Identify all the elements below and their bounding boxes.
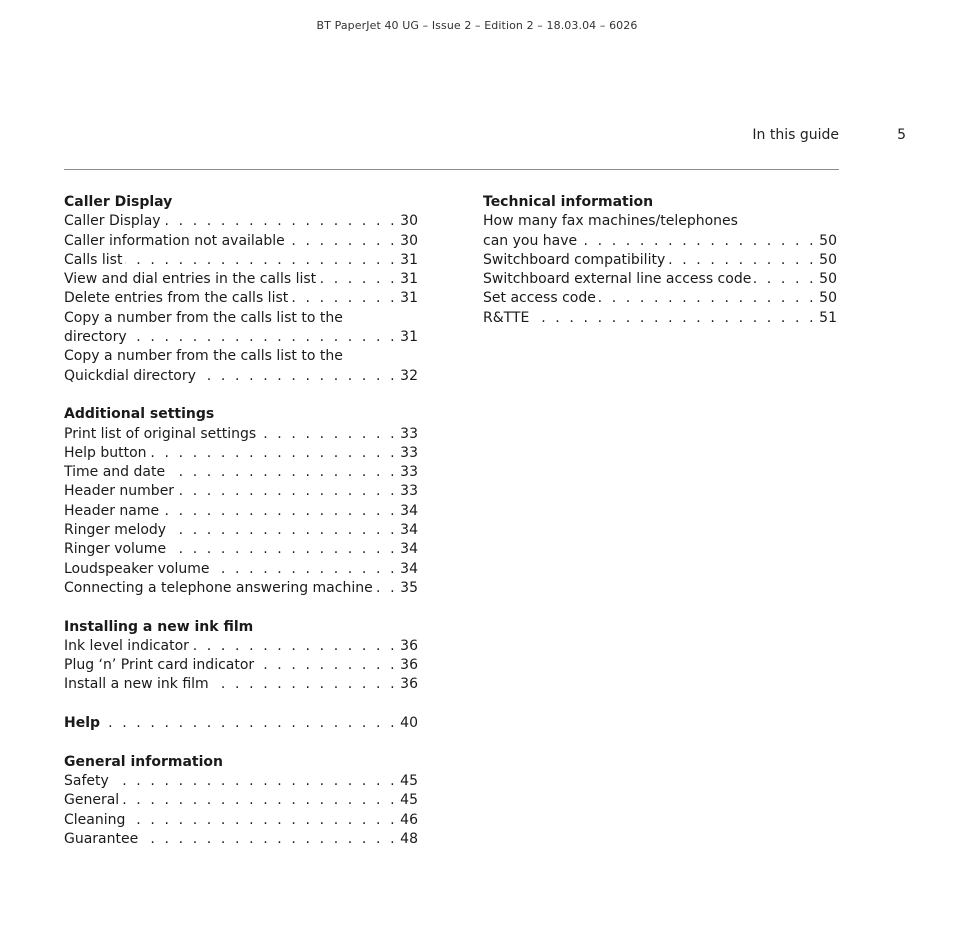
toc-entry-label: R&TTE: [483, 309, 530, 326]
toc-entry-label: can you have: [483, 232, 578, 249]
toc-entry-label: Switchboard compatibility: [483, 251, 666, 268]
dot-leader: [599, 289, 816, 308]
dot-leader: [168, 463, 397, 482]
toc-entry-label: Quickdial directory: [64, 367, 196, 384]
toc-entry-page: 45: [400, 772, 418, 789]
toc-entry: [483, 270, 837, 289]
dot-leader: [169, 521, 397, 540]
toc-entry-page: 40: [400, 715, 418, 732]
toc-entry-label: View and dial entries in the calls list: [64, 271, 317, 288]
document-info-header: BT PaperJet 40 UG – Issue 2 – Edition 2 – 18.03.04 – 6026: [316, 19, 638, 32]
toc-entry-page: 31: [400, 329, 418, 346]
toc-entry: [64, 502, 418, 521]
toc-entry-label: Switchboard external line access code: [483, 271, 752, 288]
toc-entry-page: 36: [400, 676, 418, 693]
toc-entry-label: Calls list: [64, 251, 123, 268]
toc-entry: [64, 425, 418, 444]
dot-leader: [162, 502, 397, 521]
toc-group-title: Installing a new ink film: [64, 618, 254, 635]
toc-entry-first-line: Copy a number from the calls list to the: [64, 348, 343, 365]
toc-entry-page: 50: [819, 232, 837, 249]
toc-entry: [64, 212, 418, 231]
toc-entry-page: 45: [400, 792, 418, 809]
toc-entry-first-line: How many fax machines/telephones: [483, 213, 738, 230]
toc-entry-label: Time and date: [64, 464, 166, 481]
toc-group-help: [64, 714, 418, 733]
toc-entry-label: Delete entries from the calls list: [64, 290, 289, 307]
dot-leader: [122, 791, 397, 810]
toc-group-ink-film: [64, 618, 418, 695]
dot-leader: [164, 212, 398, 231]
toc-entry: [64, 270, 418, 289]
toc-entry-page: 46: [400, 811, 418, 828]
toc-group-additional-settings: [64, 405, 418, 598]
dot-leader: [532, 309, 816, 328]
toc-entry-page: 51: [819, 309, 837, 326]
toc-entry: [64, 656, 418, 675]
dot-leader: [291, 289, 397, 308]
toc-entry: [64, 811, 418, 830]
section-title: In this guide: [752, 127, 839, 143]
dot-leader: [754, 270, 816, 289]
toc-entry-page: 31: [400, 290, 418, 307]
toc-entry-label: Safety: [64, 772, 109, 789]
toc-entry: [64, 463, 418, 482]
toc-entry-page: 33: [400, 425, 418, 442]
toc-entry-page: 50: [819, 290, 837, 307]
toc-entry-first-line: Copy a number from the calls list to the: [64, 309, 343, 326]
dot-leader: [257, 656, 397, 675]
toc-entry: [64, 540, 418, 559]
toc-entry-label: Cleaning: [64, 811, 126, 828]
toc-entry-page: 50: [819, 271, 837, 288]
toc-entry-label: Connecting a telephone answering machine: [64, 579, 373, 596]
dot-leader: [141, 830, 397, 849]
toc-group-title: Technical information: [483, 194, 654, 210]
toc-group-caller-display: [64, 193, 418, 386]
toc-entry-label: Set access code: [483, 290, 596, 307]
dot-leader: [169, 540, 397, 559]
dot-leader: [177, 482, 397, 501]
toc-entry: [64, 232, 418, 251]
toc-group-title: General information: [64, 753, 223, 770]
toc-entry-label: General: [64, 792, 120, 809]
toc-group-general-information: [64, 753, 418, 849]
toc-entry-page: 34: [400, 522, 418, 539]
dot-leader: [668, 251, 816, 270]
toc-entry-page: 34: [400, 541, 418, 558]
toc-group-technical-information: [483, 193, 837, 328]
dot-leader: [112, 772, 397, 791]
toc-group-title: Caller Display: [64, 194, 173, 210]
toc-group-title: Additional settings: [64, 406, 215, 423]
toc-entry-page: 33: [400, 444, 418, 461]
page-number: 5: [897, 127, 906, 143]
dot-leader: [319, 270, 397, 289]
toc-entry: [64, 830, 418, 849]
toc-entry: [64, 367, 418, 386]
dot-leader: [376, 579, 397, 598]
toc-entry-page: 30: [400, 213, 418, 230]
toc-right-column: [483, 193, 837, 347]
toc-entry: [64, 772, 418, 791]
toc-entry: [64, 560, 418, 579]
toc-entry-page: 31: [400, 271, 418, 288]
toc-entry: [64, 791, 418, 810]
toc-entry-label: Guarantee: [64, 830, 139, 847]
toc-entry: [64, 444, 418, 463]
toc-entry-page: 34: [400, 502, 418, 519]
toc-entry: [64, 579, 418, 598]
dot-leader: [103, 714, 397, 733]
dot-leader: [130, 328, 398, 347]
toc-entry: [64, 289, 418, 308]
toc-entry: [64, 637, 418, 656]
toc-entry-page: 35: [400, 579, 418, 596]
toc-entry-page: 33: [400, 464, 418, 481]
dot-leader: [150, 444, 398, 463]
toc-entry-label: Plug ‘n’ Print card indicator: [64, 657, 255, 674]
toc-entry-label: Loudspeaker volume: [64, 560, 210, 577]
toc-entry-label: directory: [64, 329, 127, 346]
toc-entry-page: 36: [400, 637, 418, 654]
toc-entry-label: Header number: [64, 483, 175, 500]
toc-entry-page: 50: [819, 251, 837, 268]
toc-entry: [64, 521, 418, 540]
dot-leader: [288, 232, 397, 251]
dot-leader: [125, 251, 397, 270]
toc-entry: [64, 675, 418, 694]
toc-entry-label: Caller Display: [64, 213, 161, 230]
toc-entry: [64, 328, 418, 347]
dot-leader: [212, 675, 397, 694]
toc-entry-label: Ringer volume: [64, 541, 167, 558]
toc-entry-label: Install a new ink film: [64, 676, 209, 693]
toc-entry: [483, 251, 837, 270]
header-rule: [64, 169, 839, 170]
dot-leader: [192, 637, 397, 656]
toc-entry-label: Ink level indicator: [64, 637, 189, 654]
dot-leader: [580, 232, 816, 251]
dot-leader: [199, 367, 397, 386]
dot-leader: [213, 560, 398, 579]
toc-entry: [483, 289, 837, 308]
toc-left-column: [64, 193, 418, 868]
toc-entry-page: 33: [400, 483, 418, 500]
toc-entry-page: 30: [400, 232, 418, 249]
toc-entry-page: 48: [400, 830, 418, 847]
toc-entry: [64, 251, 418, 270]
toc-entry-page: 34: [400, 560, 418, 577]
toc-entry: [483, 309, 837, 328]
toc-entry-page: 31: [400, 251, 418, 268]
dot-leader: [128, 811, 397, 830]
dot-leader: [259, 425, 397, 444]
toc-entry: [483, 232, 837, 251]
toc-entry-label: Caller information not available: [64, 232, 285, 249]
toc-entry-label: Help button: [64, 444, 147, 461]
toc-entry-page: 36: [400, 657, 418, 674]
toc-entry-help: [64, 714, 418, 733]
toc-entry-label: Header name: [64, 502, 160, 519]
toc-entry-page: 32: [400, 367, 418, 384]
toc-entry-label: Help: [64, 715, 101, 732]
toc-entry-label: Print list of original settings: [64, 425, 257, 442]
toc-entry: [64, 482, 418, 501]
toc-entry-label: Ringer melody: [64, 522, 167, 539]
